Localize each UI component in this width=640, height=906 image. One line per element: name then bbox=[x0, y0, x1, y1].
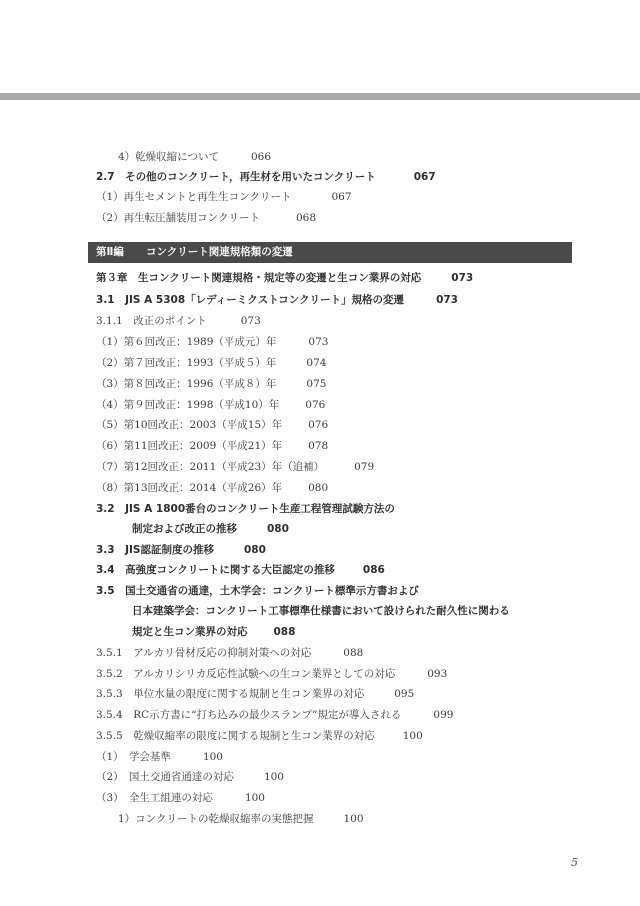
toc-section-continued: 日本建築学会：コンクリート工事標準仕様書において設けられた耐久性に関わる bbox=[132, 605, 510, 617]
toc-entry: （3）第８回改正：1996（平成８）年 075 bbox=[96, 378, 327, 390]
toc-subsection: 3.5.2 アルカリシリカ反応性試験への生コン業界としての対応 093 bbox=[96, 668, 448, 680]
toc-entry: （2）再生転圧舗装用コンクリート 068 bbox=[96, 212, 317, 224]
toc-subsection: 3.5.3 単位水量の限度に関する規制と生コン業界の対応 095 bbox=[96, 688, 415, 700]
part-title: コンクリート関連規格類の変遷 bbox=[146, 246, 293, 258]
toc-entry: （7）第12回改正：2011（平成23）年（追補） 079 bbox=[96, 461, 375, 473]
toc-entry: （2） 国土交通省通達の対応 100 bbox=[96, 771, 284, 783]
toc-entry: （3） 全生工組連の対応 100 bbox=[96, 792, 265, 804]
toc-section: 3.3 JIS認証制度の推移 080 bbox=[96, 544, 266, 556]
toc-subsection: 3.1.1 改正のポイント 073 bbox=[96, 315, 261, 327]
toc-subsection: 3.5.1 アルカリ骨材反応の抑制対策への対応 088 bbox=[96, 647, 364, 659]
toc-entry: 1）コンクリートの乾燥収縮率の実態把握 100 bbox=[118, 813, 364, 825]
toc-subsection: 3.5.4 RC示方書に“打ち込みの最少スランプ”規定が導入される 099 bbox=[96, 709, 454, 721]
toc-section: 2.7 その他のコンクリート，再生材を用いたコンクリート 067 bbox=[96, 171, 436, 183]
part-heading-bar bbox=[88, 242, 572, 263]
toc-entry: （6）第11回改正：2009（平成21）年 078 bbox=[96, 440, 329, 452]
toc-entry: （2）第７回改正：1993（平成５）年 074 bbox=[96, 357, 327, 369]
toc-entry: （8）第13回改正：2014（平成26）年 080 bbox=[96, 482, 329, 494]
toc-chapter: 第３章 生コンクリート関連規格・規定等の変遷と生コン業界の対応 073 bbox=[96, 272, 474, 284]
toc-section: 3.5 国土交通省の通達，土木学会：コンクリート標準示方書および bbox=[96, 585, 419, 597]
toc-section: 3.1 JIS A 5308「レディーミクストコンクリート」規格の変遷 073 bbox=[96, 294, 458, 306]
part-label: 第Ⅱ編 bbox=[96, 246, 124, 258]
toc-entry: （1） 学会基準 100 bbox=[96, 751, 223, 763]
toc-entry: 4）乾燥収縮について 066 bbox=[118, 151, 272, 163]
toc-entry: （1）再生セメントと再生生コンクリート 067 bbox=[96, 191, 352, 203]
toc-entry: （1）第６回改正：1989（平成元）年 073 bbox=[96, 336, 329, 348]
toc-section: 3.2 JIS A 1800番台のコンクリート生産工程管理試験方法の bbox=[96, 503, 395, 515]
toc-section-continued: 規定と生コン業界の対応 088 bbox=[132, 626, 296, 638]
toc-section-continued: 制定および改正の推移 080 bbox=[132, 523, 289, 535]
toc-entry: （5）第10回改正：2003（平成15）年 076 bbox=[96, 419, 329, 431]
toc-entry: （4）第９回改正：1998（平成10）年 076 bbox=[96, 399, 326, 411]
toc-section: 3.4 高強度コンクリートに関する大臣認定の推移 086 bbox=[96, 564, 385, 576]
toc-subsection: 3.5.5 乾燥収縮率の限度に関する規制と生コン業界の対応 100 bbox=[96, 730, 423, 742]
page-number: 5 bbox=[571, 856, 578, 869]
